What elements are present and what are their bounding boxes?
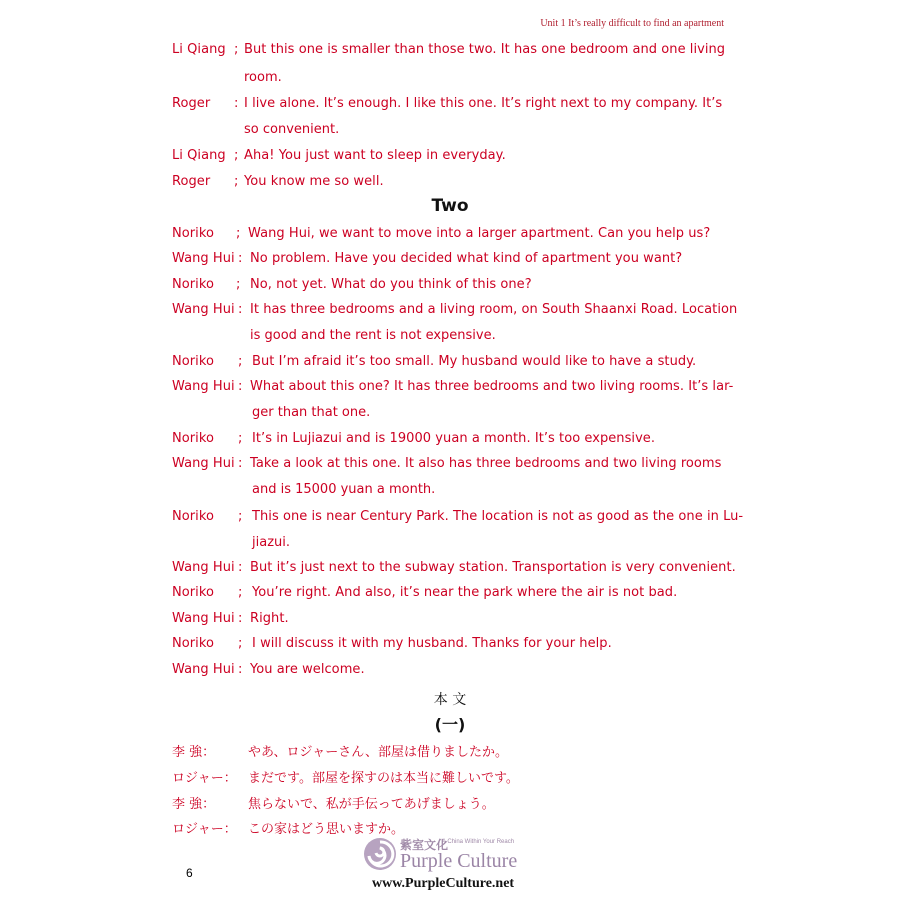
dialogue-text: But this one is smaller than those two. It has one bedroom and one living	[244, 42, 726, 57]
speaker-name: Noriko	[172, 354, 214, 369]
dialogue-text: It has three bedrooms and a living room, on South Shaanxi Road. Location	[250, 302, 738, 317]
dialogue-text: I will discuss it with my husband. Thanks for your help.	[252, 636, 612, 651]
watermark	[362, 836, 552, 892]
speaker-name: Noriko	[172, 277, 214, 292]
dialogue-text: Right.	[250, 611, 289, 626]
speaker-name: 李 強：	[172, 745, 216, 760]
speaker-name: Wang Hui	[172, 379, 235, 394]
speaker-name: Noriko	[172, 226, 214, 241]
speaker-name: 李 強：	[172, 797, 216, 812]
speaker-name: Wang Hui	[172, 560, 235, 575]
dialogue-text: But it’s just next to the subway station. Transportation is very convenient.	[250, 560, 736, 575]
speaker-name: Wang Hui	[172, 662, 235, 677]
speaker-name: Noriko	[172, 431, 214, 446]
dialogue-text: You’re right. And also, it’s near the park where the air is not bad.	[252, 585, 678, 600]
running-header: Unit 1 It’s really difficult to find an apartment	[540, 18, 724, 29]
speaker-name: Roger	[172, 96, 211, 111]
speaker-name: Noriko	[172, 585, 214, 600]
dialogue-text: I live alone. It’s enough. I like this one. It’s right next to my company. It’s	[244, 96, 723, 111]
speaker-name: Noriko	[172, 636, 214, 651]
speaker-name: Roger	[172, 174, 211, 189]
watermark-brand: Purple Culture	[400, 850, 518, 872]
page-number: 6	[186, 866, 193, 880]
speaker-name: Wang Hui	[172, 611, 235, 626]
speaker-name: Wang Hui	[172, 302, 235, 317]
speaker-name: ロジャー：	[172, 771, 237, 786]
dialogue-text: Take a look at this one. It also has three bedrooms and two living rooms	[250, 456, 722, 471]
speaker-name: Wang Hui	[172, 251, 235, 266]
speaker-name: ロジャー：	[172, 822, 237, 837]
dialogue-text: But I’m afraid it’s too small. My husband would like to have a study.	[252, 354, 697, 369]
spiral-logo-icon	[362, 836, 398, 872]
dialogue-continuation: ger than that one.	[252, 405, 371, 420]
dialogue-text: 焦らないで、私が手伝ってあげましょう。	[248, 797, 495, 812]
dialogue-text: It’s in Lujiazui and is 19000 yuan a month. It’s too expensive.	[252, 431, 656, 446]
dialogue-text: You are welcome.	[250, 662, 365, 677]
dialogue-text: You know me so well.	[244, 174, 384, 189]
honbun-title: 本 文	[433, 692, 467, 708]
dialogue-text: やあ、ロジャーさん、部屋は借りましたか。	[248, 745, 509, 760]
speaker-name: Wang Hui	[172, 456, 235, 471]
speaker-name: Li Qiang	[172, 148, 226, 163]
dialogue-text: What about this one? It has three bedrooms and two living rooms. It’s lar-	[250, 379, 734, 394]
dialogue-text: Wang Hui, we want to move into a larger apartment. Can you help us?	[248, 226, 711, 241]
dialogue-continuation: jiazui.	[252, 535, 290, 550]
dialogue-continuation: and is 15000 yuan a month.	[252, 482, 436, 497]
dialogue-continuation: is good and the rent is not expensive.	[250, 328, 496, 343]
section-title-two: Two	[431, 196, 469, 216]
speaker-name: Noriko	[172, 509, 214, 524]
dialogue-continuation: room.	[244, 70, 282, 85]
dialogue-text: この家はどう思いますか。	[248, 822, 405, 837]
watermark-url: www.PurpleCulture.net	[372, 876, 515, 891]
dialogue-continuation: so convenient.	[244, 122, 340, 137]
dialogue-text: Aha! You just want to sleep in everyday.	[244, 148, 506, 163]
watermark-tagline: A China Within Your Reach	[442, 839, 515, 845]
book-page: Unit 1 It’s really difficult to find an apartment Li Qiang ; But this one is smaller than those two. It has one bedroom and one living room. Roger : I live alone. It’s enough. I like this one. It’s right next to my company. It’s so convenient. Li Qiang ; Aha! You just want to sleep in everyday. Roger ; You know me so well. Two Noriko ; Wang Hui, we want to move into a larger apartment. Can you help us? Wang Hui : No problem. Have you decided what kind of apartment you want? Noriko ; No, not yet. What do you think of this one? Wang Hui : It has three bedrooms and a living room, on South Shaanxi Road. Location is good and the rent is not expensive. Noriko ; But I’m afraid it’s too small. My husband would like to have a study. Wang Hui : What about this one? It has three bedrooms and two living rooms. It’s lar- ger than that one. Noriko ; It’s in Lujiazui and is 19000 yuan a month. It’s too expensive. Wang Hui : Take a look at this one. It also has three bedrooms and two living rooms and is 15000 yuan a month. Noriko ; This one is near Century Park. The location is not as good as the one in Lu- jiazui. Wang Hui : But it’s just next to the subway station. Transportation is very convenient. Noriko ; You’re right. And also, it’s near the park where the air is not bad. Wang Hui : Right. Noriko ; I will discuss it with my husband. Thanks for your help. Wang Hui : You are welcome. 本 文 (一) 李 強： やあ、ロジャーさん、部屋は借りましたか。 ロジャー： まだです。部屋を探すのは本当に難しいです。 李 強： 焦らないで、私が手伝ってあげましょう。 ロジャー： この家はどう思いますか。 6 紫室文化 A China Within Your Reach Purple Culture www.PurpleCulture.net	[0, 0, 900, 900]
part-one-title: (一)	[434, 715, 466, 734]
dialogue-text: This one is near Century Park. The location is not as good as the one in Lu-	[252, 509, 744, 524]
dialogue-text: まだです。部屋を探すのは本当に難しいです。	[248, 771, 519, 786]
speaker-name: Li Qiang	[172, 42, 226, 57]
dialogue-text: No problem. Have you decided what kind of apartment you want?	[250, 251, 683, 266]
watermark-chinese: 紫室文化	[400, 838, 449, 852]
dialogue-text: No, not yet. What do you think of this one?	[250, 277, 532, 292]
